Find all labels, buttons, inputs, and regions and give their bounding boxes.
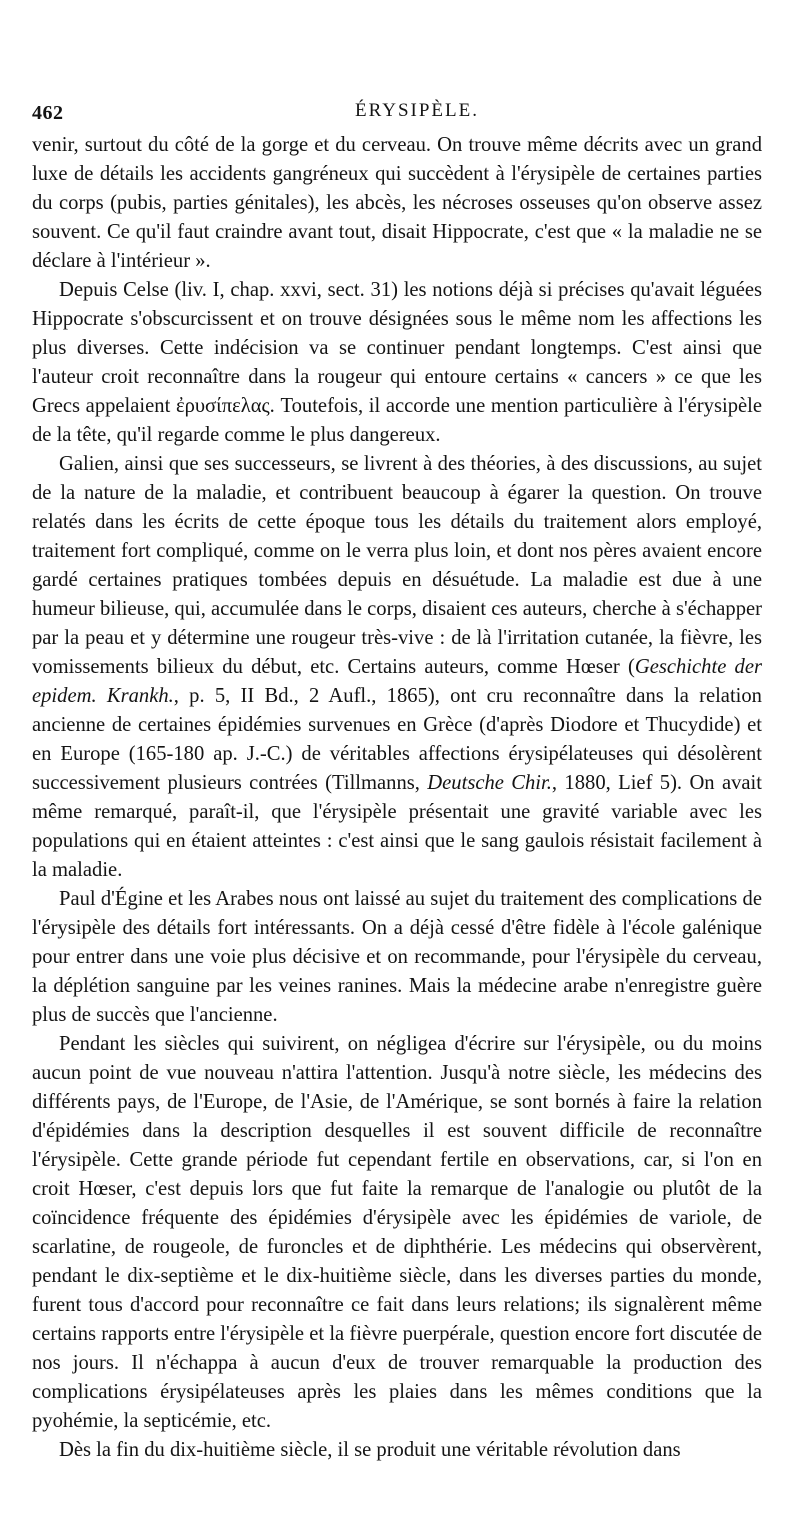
paragraph-3-text-c: , 1880, Lief 5). On avait même remarqué, paraît-il, que l'érysipèle présentait une gravité variable avec les populations qui en étaient atteintes : c'est ainsi que le sang gaulois résistait facilement à la maladie. [32,772,762,881]
paragraph-6: Dès la fin du dix-huitième siècle, il se produit une véritable révolution dans [59,1439,681,1461]
paragraph-3 [32,450,762,885]
paragraph-4: Paul d'Égine et les Arabes nous ont laissé au sujet du traitement des complications de l'érysipèle des détails fort intéressants. On a déjà cessé d'être fidèle à l'école galénique pour entrer dans une voie plus décisive et on recommande, pour l'érysipèle du cerveau, la déplétion sanguine par les veines ranines. Mais la médecine arabe n'enregistre guère plus de succès que l'ancienne. [32,888,762,1026]
body-text [32,131,762,1465]
page-header [32,96,762,130]
paragraph-5: Pendant les siècles qui suivirent, on négligea d'écrire sur l'érysipèle, ou du moins aucun point de vue nouveau n'attira l'attention. Jusqu'à notre siècle, les médecins des différents pays, de l'Europe, de l'Asie, de l'Amérique, se sont bornés à faire la relation d'épidémies dans la description desquelles il est souvent difficile de reconnaître l'érysipèle. Cette grande période fut cependant fertile en observations, car, si l'on en croit Hœser, c'est depuis lors que fut faite la remarque de l'analogie ou plutôt de la coïncidence fréquente des épidémies d'érysipèle avec les épidémies de variole, de scarlatine, de rougeole, de furoncles et de diphthérie. Les médecins qui observèrent, pendant le dix-septième et le dix-huitième siècle, dans les diverses parties du monde, furent tous d'accord pour reconnaître ce fait dans leurs relations; ils signalèrent même certains rapports entre l'érysipèle et la fièvre puerpérale, question encore fort discutée de nos jours. Il n'échappa à aucun d'eux de trouver remarquable la production des complications érysipélateuses après les plaies dans les mêmes conditions que la pyohémie, la septicémie, etc. [32,1033,762,1432]
page-number: 462 [32,102,64,124]
running-title: ÉRYSIPÈLE. [355,100,479,121]
paragraph-1: venir, surtout du côté de la gorge et du cerveau. On trouve même décrits avec un grand luxe de détails les accidents gangréneux qui succèdent à l'érysipèle de certaines parties du corps (pubis, parties génitales), les abcès, les nécroses osseuses qu'on observe assez souvent. Ce qu'il faut craindre avant tout, disait Hippocrate, c'est que « la maladie ne se déclare à l'intérieur ». [32,134,762,272]
paragraph-2: Depuis Celse (liv. I, chap. xxvi, sect. 31) les notions déjà si précises qu'avait léguées Hippocrate s'obscurcissent et on trouve désignées sous le même nom les affections les plus diverses. Cette indécision va se continuer pendant longtemps. C'est ainsi que l'auteur croit reconnaître dans la rougeur qui entoure certains « cancers » ce que les Grecs appelaient ἐρυσίπελας. Toutefois, il accorde une mention particulière à l'érysipèle de la tête, qu'il regarde comme le plus dangereux. [32,279,762,446]
citation-deutsche-chir: Deutsche Chir. [427,772,552,794]
paragraph-3-text-b: , p. 5, II Bd., 2 Aufl., 1865), ont cru reconnaître dans la relation ancienne de certaines épidémies survenues en Grèce (d'après Diodore et Thucydide) et en Europe (165-180 ap. J.-C.) de véritables affections érysipélateuses qui désolèrent successivement plusieurs contrées (Tillmanns, [32,685,762,794]
citation-geschichte: Geschichte der epidem. Krankh. [32,656,762,707]
paragraph-3-text-a: Galien, ainsi que ses successeurs, se livrent à des théories, à des discussions, au sujet de la nature de la maladie, et contribuent beaucoup à égarer la question. On trouve relatés dans les écrits de cette époque tous les détails du traitement alors employé, traitement fort compliqué, comme on le verra plus loin, et dont nos pères avaient encore gardé certaines pratiques tombées depuis en désuétude. La maladie est due à une humeur bilieuse, qui, accumulée dans le corps, disaient ces auteurs, cherche à s'échapper par la peau et y détermine une rougeur très-vive : de là l'irritation cutanée, la fièvre, les vomissements bilieux du début, etc. Certains auteurs, comme Hœser ( [32,453,762,678]
